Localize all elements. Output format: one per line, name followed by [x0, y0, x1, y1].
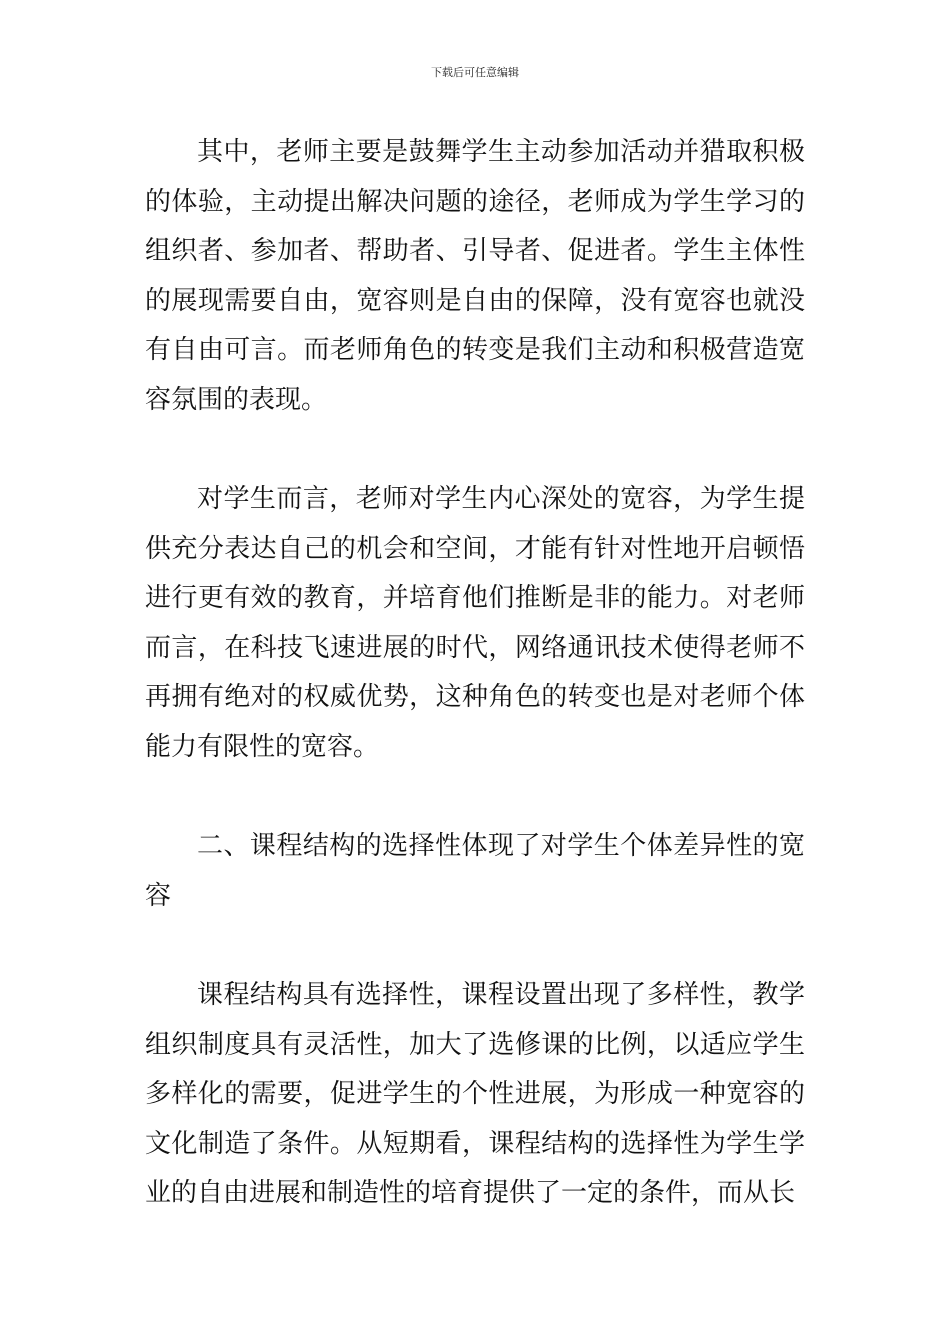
section-heading-curriculum: 二、课程结构的选择性体现了对学生个体差异性的宽容: [145, 831, 805, 911]
paragraph-curriculum-structure: 课程结构具有选择性，课程设置出现了多样性，教学组织制度具有灵活性，加大了选修课的比例，以适应学生多样化的需要，促进学生的个性进展，为形成一种宽容的文化制造了条件。从短期看，课程结构的选择性为学生学业的自由进展和制造性的培育提供了一定的条件，而从长: [145, 980, 805, 1208]
page-header: 下载后可任意编辑: [431, 66, 519, 79]
document-body: [145, 128, 805, 1219]
paragraph-student-tolerance: 对学生而言，老师对学生内心深处的宽容，为学生提供充分表达自己的机会和空间，才能有针对性地开启顿悟进行更有效的教育，并培育他们推断是非的能力。对老师而言，在科技飞速进展的时代，网络通讯技术使得老师不再拥有绝对的权威优势，这种角色的转变也是对老师个体能力有限性的宽容。: [145, 484, 805, 762]
paragraph-teacher-role: 其中，老师主要是鼓舞学生主动参加活动并猎取积极的体验，主动提出解决问题的途径，老师成为学生学习的组织者、参加者、帮助者、引导者、促进者。学生主体性的展现需要自由，宽容则是自由的保障，没有宽容也就没有自由可言。而老师角色的转变是我们主动和积极营造宽容氛围的表现。: [145, 137, 805, 415]
